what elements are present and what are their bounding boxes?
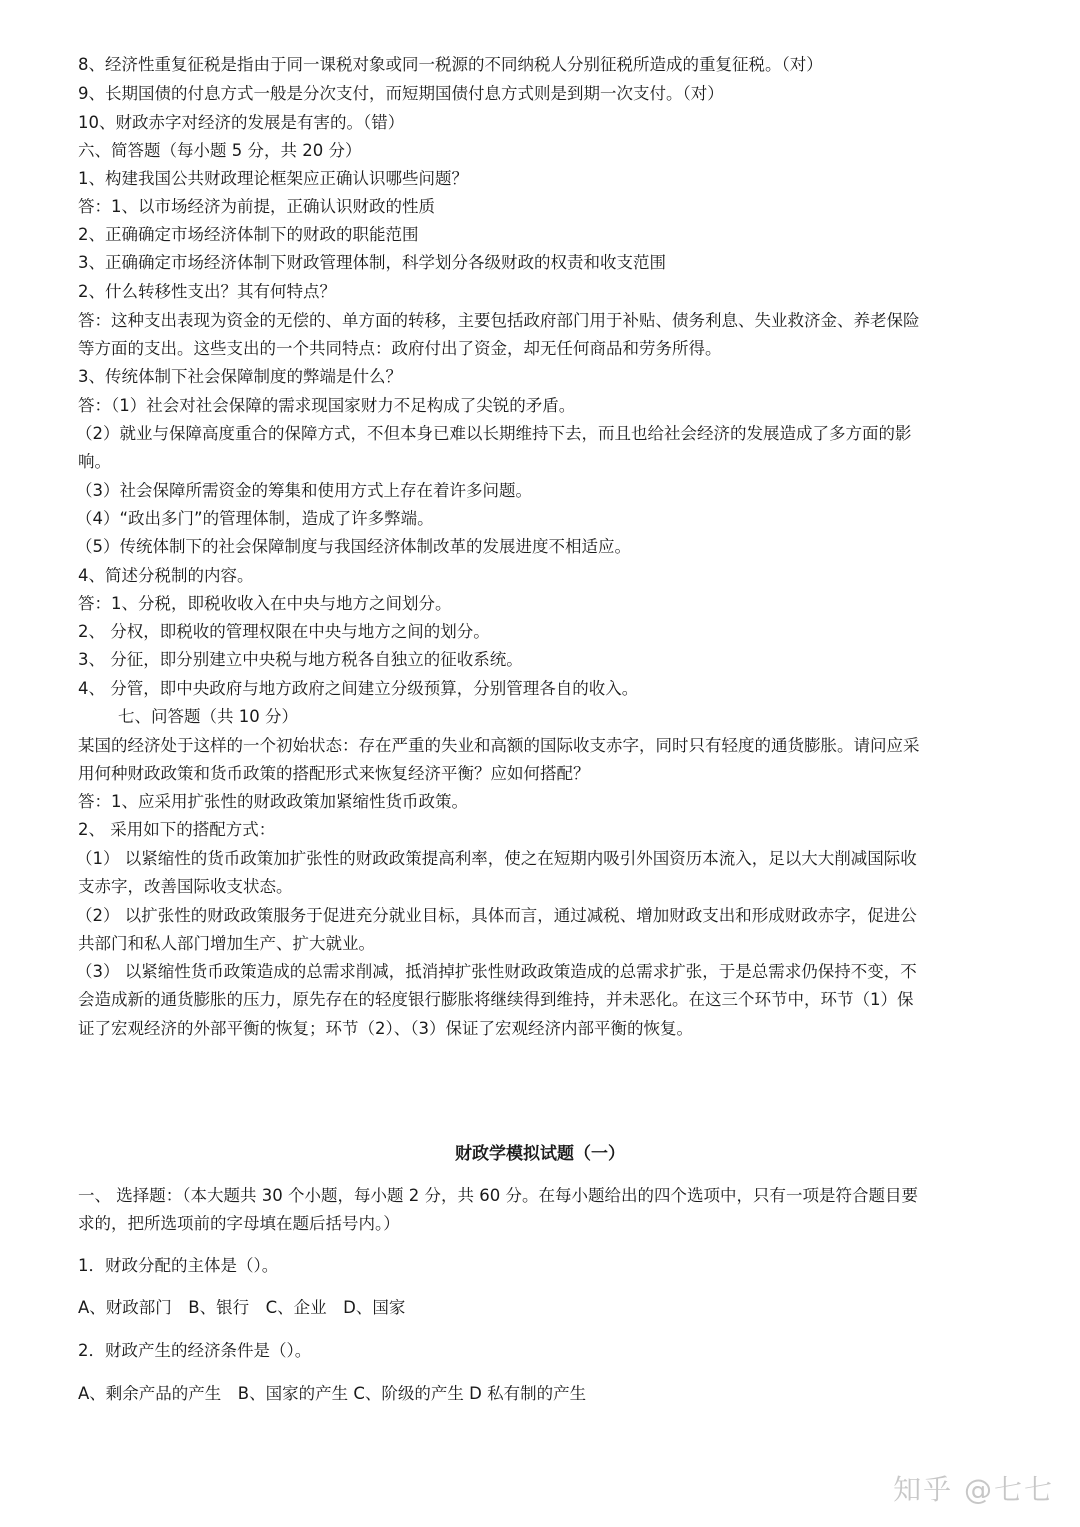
question-line: 某国的经济处于这样的一个初始状态：存在严重的失业和高额的国际收支赤字，同时只有轻度的通货膨胀。请问应采 bbox=[78, 736, 920, 755]
answer-line: 等方面的支出。这些支出的一个共同特点：政府付出了资金，却无任何商品和劳务所得。 bbox=[78, 339, 722, 358]
text-line: 8、经济性重复征税是指由于同一课税对象或同一税源的不同纳税人分别征税所造成的重复征税。（对） bbox=[78, 55, 823, 74]
answer-line: 3、正确确定市场经济体制下财政管理体制，科学划分各级财政的权责和收支范围 bbox=[78, 253, 666, 272]
exam-intro: 求的，把所选项前的字母填在题后括号内。） bbox=[78, 1214, 400, 1233]
answer-line: 证了宏观经济的外部平衡的恢复；环节（2）、（3）保证了宏观经济内部平衡的恢复。 bbox=[78, 1019, 693, 1038]
question-line: 4、简述分税制的内容。 bbox=[78, 566, 254, 585]
section-heading: 七、问答题（共 10 分） bbox=[118, 707, 298, 726]
answer-line: 答：1、分税，即税收收入在中央与地方之间划分。 bbox=[78, 594, 452, 613]
question-line: 2、什么转移性支出？其有何特点？ bbox=[78, 282, 336, 301]
answer-line: 答：这种支出表现为资金的无偿的、单方面的转移，主要包括政府部门用于补贴、债务利息、失业救济金、养老保险 bbox=[78, 311, 920, 330]
exam-question: 1．财政分配的主体是（）。 bbox=[78, 1256, 279, 1275]
answer-line: （3） 以紧缩性货币政策造成的总需求削减，抵消掉扩张性财政政策造成的总需求扩张，于是总需求仍保持不变，不 bbox=[76, 962, 917, 981]
question-line: 3、传统体制下社会保障制度的弊端是什么？ bbox=[78, 367, 402, 386]
answer-line: （2） 以扩张性的财政政策服务于促进充分就业目标，具体而言，通过减税、增加财政支出和形成财政赤字，促进公 bbox=[76, 906, 917, 925]
watermark: 知乎 @七七 bbox=[893, 1473, 1054, 1506]
exam-question: 2．财政产生的经济条件是（）。 bbox=[78, 1341, 312, 1360]
section-heading: 六、简答题（每小题 5 分，共 20 分） bbox=[78, 141, 362, 160]
answer-line: （4）“政出多门”的管理体制，造成了许多弊端。 bbox=[76, 509, 434, 528]
answer-line: 响。 bbox=[78, 452, 111, 471]
question-line: 1、构建我国公共财政理论框架应正确认识哪些问题？ bbox=[78, 169, 468, 188]
exam-options: A、剩余产品的产生 B、国家的产生 C、阶级的产生 D 私有制的产生 bbox=[78, 1384, 587, 1403]
text-line: 10、财政赤字对经济的发展是有害的。（错） bbox=[78, 113, 405, 132]
text-line: 9、长期国债的付息方式一般是分次支付，而短期国债付息方式则是到期一次支付。（对） bbox=[78, 84, 724, 103]
exam-intro: 一、 选择题：（本大题共 30 个小题，每小题 2 分，共 60 分。在每小题给出的四个选项中，只有一项是符合题目要 bbox=[78, 1186, 918, 1205]
exam-options: A、财政部门 B、银行 C、企业 D、国家 bbox=[78, 1298, 406, 1317]
answer-line: 会造成新的通货膨胀的压力，原先存在的轻度银行膨胀将继续得到维持，并未恶化。在这三个环节中，环节（1）保 bbox=[78, 990, 914, 1009]
answer-line: 2、 采用如下的搭配方式： bbox=[78, 820, 276, 839]
answer-line: （3）社会保障所需资金的筹集和使用方式上存在着许多问题。 bbox=[76, 481, 532, 500]
question-line: 用何种财政政策和货币政策的搭配形式来恢复经济平衡？应如何搭配？ bbox=[78, 764, 590, 783]
answer-line: 4、 分管，即中央政府与地方政府之间建立分级预算，分别管理各自的收入。 bbox=[78, 679, 639, 698]
answer-line: （1） 以紧缩性的货币政策加扩张性的财政政策提高利率，使之在短期内吸引外国资历本流入，足以大大削减国际收 bbox=[76, 849, 917, 868]
answer-line: 共部门和私人部门增加生产、扩大就业。 bbox=[78, 934, 375, 953]
answer-line: （5）传统体制下的社会保障制度与我国经济体制改革的发展进度不相适应。 bbox=[76, 537, 631, 556]
answer-line: （2）就业与保障高度重合的保障方式，不但本身已难以长期维持下去，而且也给社会经济的发展造成了多方面的影 bbox=[76, 424, 912, 443]
answer-line: 2、正确确定市场经济体制下的财政的职能范围 bbox=[78, 225, 419, 244]
answer-line: 2、 分权，即税收的管理权限在中央与地方之间的划分。 bbox=[78, 622, 490, 641]
exam-title: 财政学模拟试题（一） bbox=[455, 1144, 625, 1164]
answer-line: 3、 分征，即分别建立中央税与地方税各自独立的征收系统。 bbox=[78, 650, 523, 669]
answer-line: 答：1、以市场经济为前提，正确认识财政的性质 bbox=[78, 197, 435, 216]
answer-line: 支赤字，改善国际收支状态。 bbox=[78, 877, 293, 896]
answer-line: 答：1、应采用扩张性的财政政策加紧缩性货币政策。 bbox=[78, 792, 468, 811]
answer-line: 答：（1）社会对社会保障的需求现国家财力不足构成了尖锐的矛盾。 bbox=[78, 396, 576, 415]
